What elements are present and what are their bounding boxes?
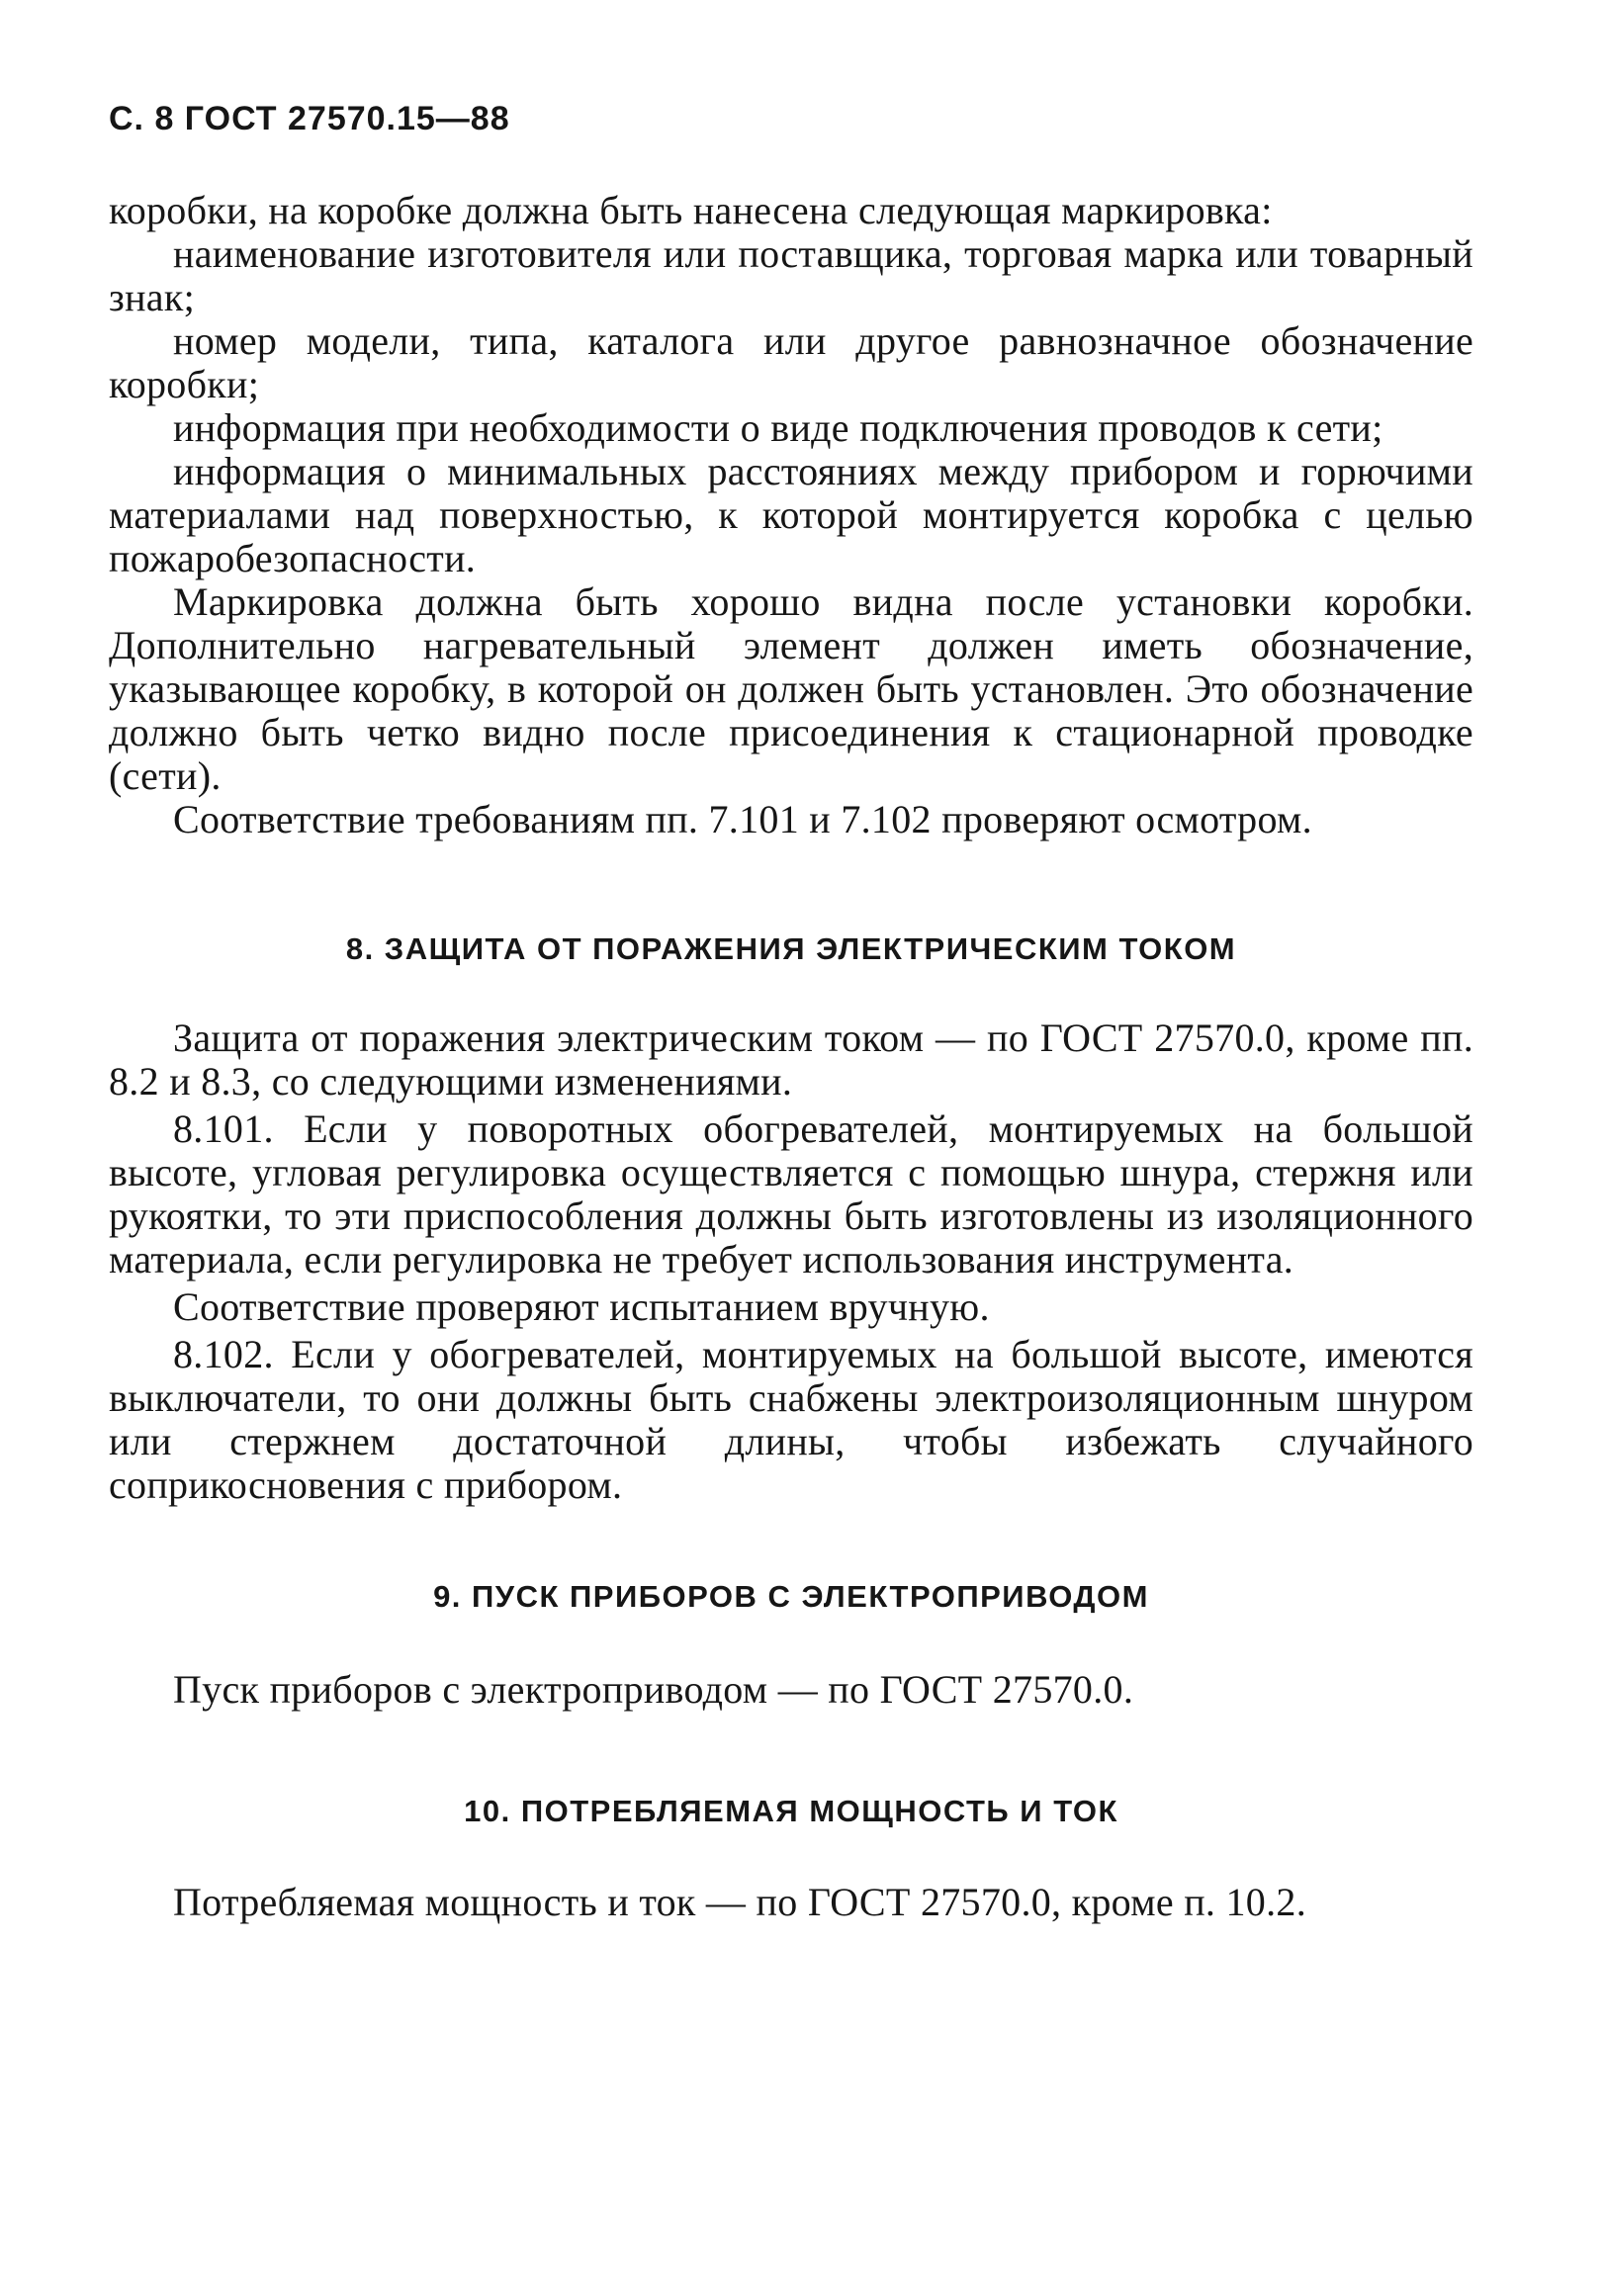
paragraph: Соответствие проверяют испытанием вручную. — [173, 1283, 990, 1329]
paragraph: Защита от поражения электрическим током — по ГОСТ 27570.0, кроме пп. 8.2 и 8.3, со следующими изменениями. — [109, 1015, 1473, 1104]
list-item: информация о минимальных расстояниях между прибором и горючими материалами над поверхностью, к которой монтируется коробка с целью пожаробезопасности. — [109, 448, 1473, 580]
page-header: С. 8 ГОСТ 27570.15—88 — [109, 100, 510, 137]
body-text — [109, 189, 1473, 841]
clause-8-101: 8.101. Если у поворотных обогревателей, монтируемых на большой высоте, угловая регулировка осуществляется с помощью шнура, стержня или рукоятки, то эти приспособления должны быть изготовлены из изоляционного материала, если регулировка не требует использования инструмента. — [109, 1105, 1473, 1281]
paragraph: Маркировка должна быть хорошо видна после установки коробки. Дополнительно нагревательный элемент должен иметь обозначение, указывающее коробку, в которой он должен быть установлен. Это обозначение должно быть четко видно после присоединения к стационарной проводке (сети). — [109, 578, 1473, 798]
list-item: номер модели, типа, каталога или другое равнозначное обозначение коробки; — [109, 317, 1473, 406]
section-8-title: 8. ЗАЩИТА ОТ ПОРАЖЕНИЯ ЭЛЕКТРИЧЕСКИМ ТОКОМ — [345, 930, 1237, 966]
section-9-body — [109, 1668, 1473, 1712]
section-10-body — [109, 1881, 1473, 1924]
clause-8-102: 8.102. Если у обогревателей, монтируемых на большой высоте, имеются выключатели, то они должны быть снабжены электроизоляционным шнуром или стержнем достаточной длины, чтобы избежать случайного соприкосновения с прибором. — [109, 1331, 1473, 1507]
list-item: наименование изготовителя или поставщика, торговая марка или товарный знак; — [109, 230, 1473, 319]
section-10-title: 10. ПОТРЕБЛЯЕМАЯ МОЩНОСТЬ И ТОК — [464, 1794, 1118, 1829]
document-page — [109, 99, 1473, 1924]
list-item: информация при необходимости о виде подключения проводов к сети; — [173, 404, 1383, 450]
section-8-body — [109, 1016, 1473, 1507]
paragraph: Пуск приборов с электроприводом — по ГОСТ 27570.0. — [173, 1667, 1134, 1713]
paragraph: Потребляемая мощность и ток — по ГОСТ 27570.0, кроме п. 10.2. — [173, 1880, 1306, 1925]
section-9-title: 9. ПУСК ПРИБОРОВ С ЭЛЕКТРОПРИВОДОМ — [433, 1578, 1149, 1614]
paragraph: Соответствие требованиям пп. 7.101 и 7.102 проверяют осмотром. — [173, 796, 1312, 841]
paragraph: коробки, на коробке должна быть нанесена следующая маркировка: — [109, 187, 1273, 232]
